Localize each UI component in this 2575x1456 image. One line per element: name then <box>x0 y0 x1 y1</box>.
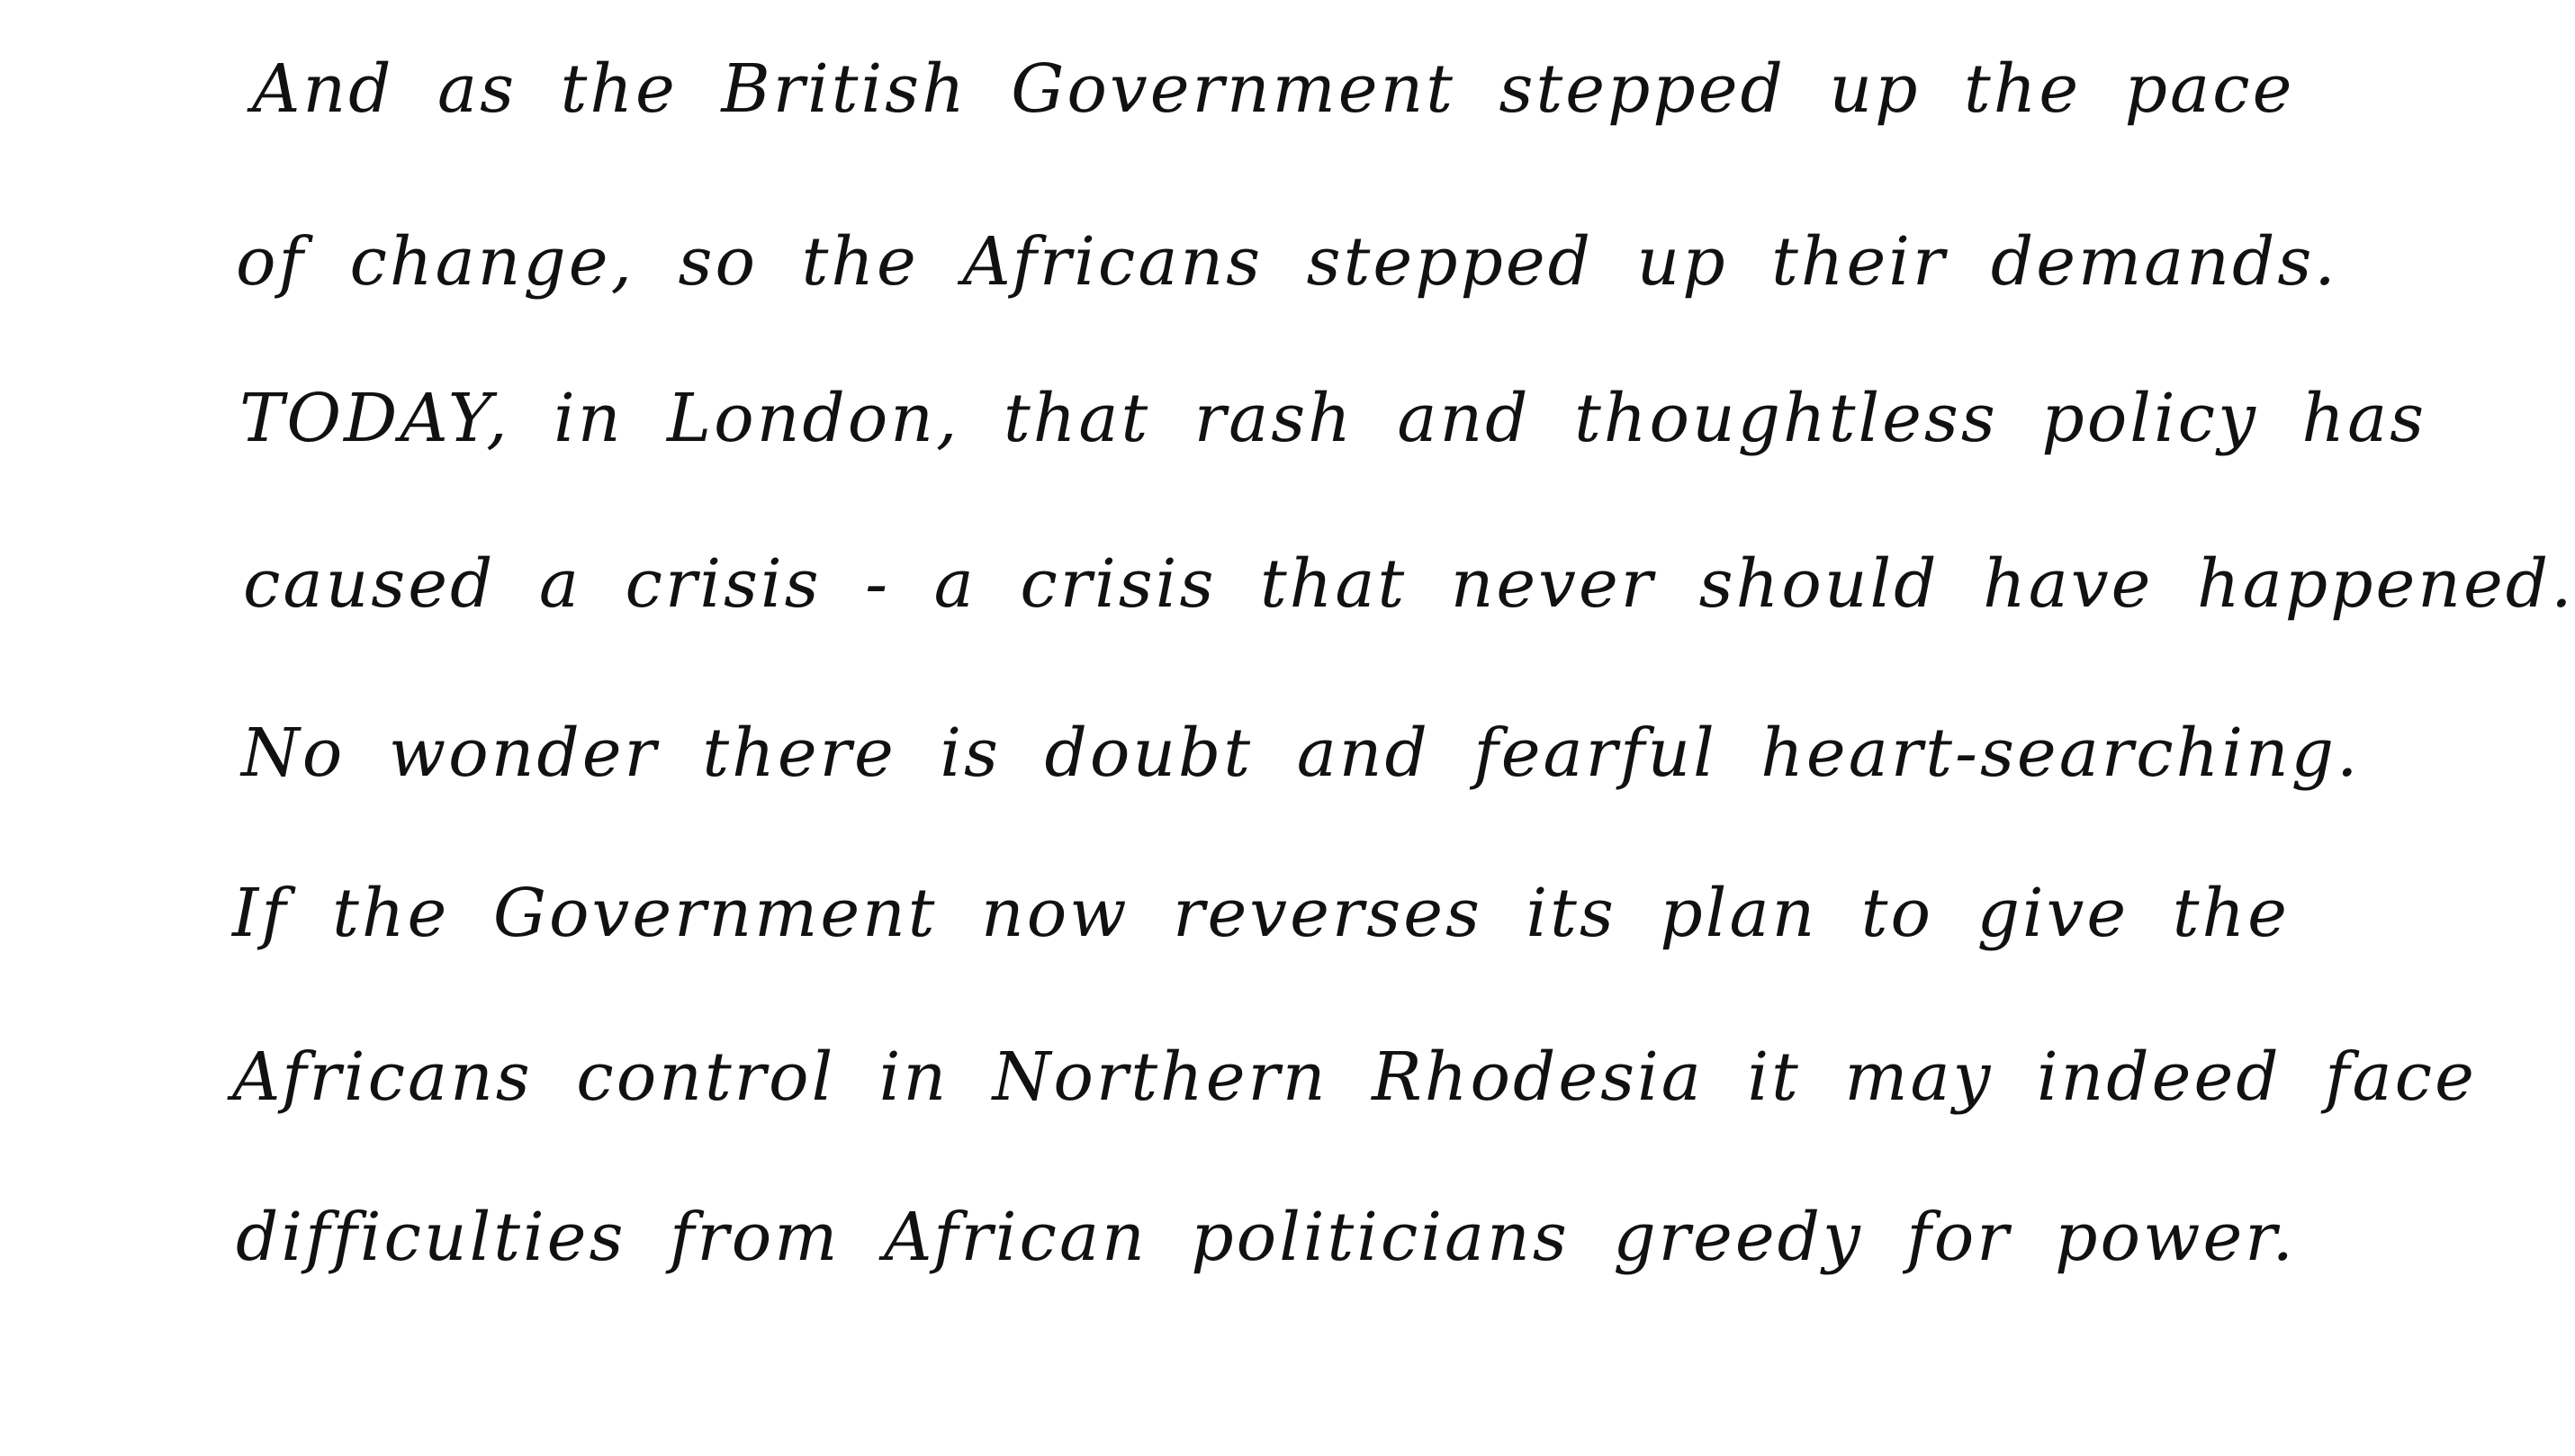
handwritten-line-5: No wonder there is doubt and fearful heart-searching. <box>241 715 2361 792</box>
handwritten-line-4: caused a crisis - a crisis that never should have happened. <box>243 545 2575 623</box>
handwritten-line-1: And as the British Government stepped up the pace <box>252 50 2295 128</box>
handwritten-line-7: Africans control in Northern Rhodesia it may indeed face <box>232 1038 2477 1116</box>
handwritten-line-3: TODAY, in London, that rash and thoughtless policy has <box>239 380 2427 457</box>
handwritten-line-8: difficulties from African politicians greedy for power. <box>236 1199 2297 1276</box>
handwritten-line-2: of change, so the Africans stepped up their demands. <box>236 223 2338 301</box>
handwritten-line-6: If the Government now reverses its plan to give the <box>232 875 2290 952</box>
